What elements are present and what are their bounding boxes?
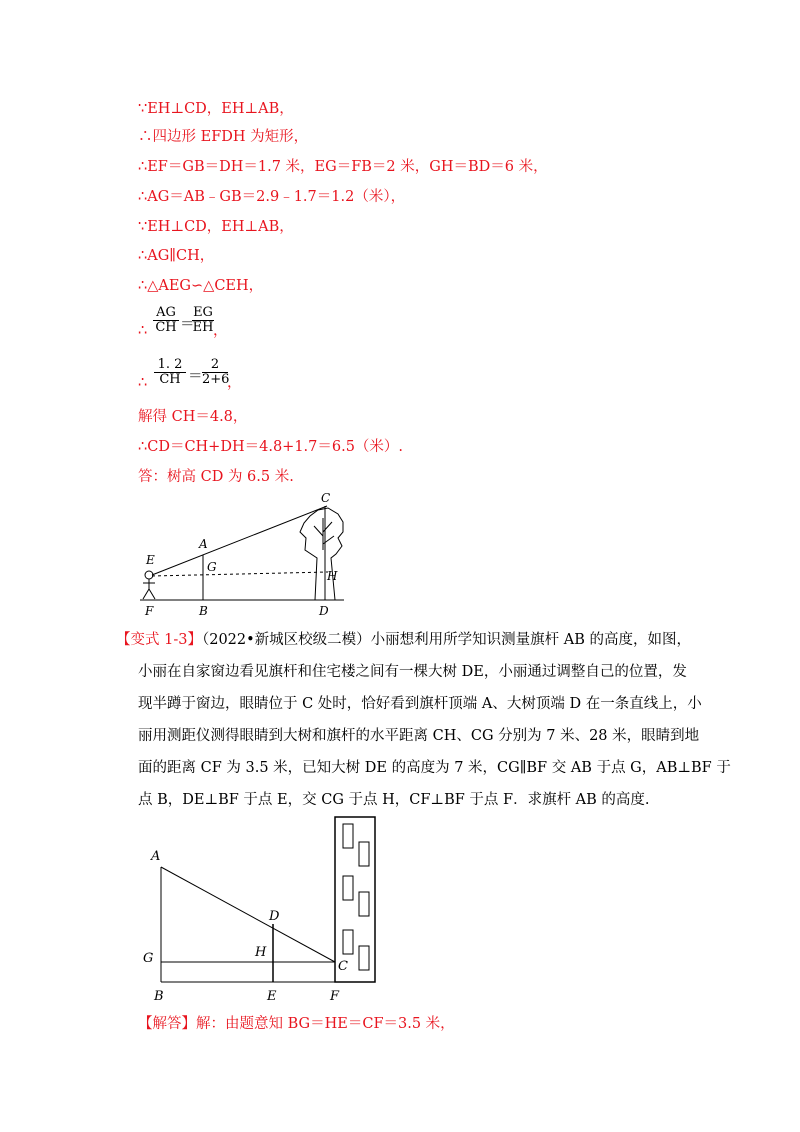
person-head — [145, 571, 153, 579]
person-body — [143, 579, 155, 599]
label-c: C — [338, 959, 348, 974]
denominator: EH — [192, 320, 214, 335]
solution-line-3: ∴EF＝GB＝DH＝1.7 米，EG＝FB＝2 米，GH＝BD＝6 米， — [138, 159, 548, 175]
window — [359, 892, 369, 916]
answer-line — [138, 1014, 455, 1034]
solution-line-4: ∴AG＝AB﹣GB＝2.9﹣1.7＝1.2（米）， — [138, 189, 406, 205]
answer-text: 解：由题意知 BG＝HE＝CF＝3.5 米， — [196, 1016, 455, 1032]
denominator: 2+6 — [202, 372, 230, 387]
tree-outline — [300, 508, 343, 600]
comma: ， — [213, 323, 228, 339]
window — [343, 876, 353, 900]
label-e: E — [146, 553, 155, 567]
numerator: 2 — [210, 357, 220, 372]
solution-answer: 答：树高 CD 为 6.5 米. — [138, 469, 294, 485]
label-f: F — [145, 604, 154, 618]
solution-line-7: ∴△AEG∽△CEH， — [138, 278, 264, 294]
solution-line-2: ∴四边形 EFDH 为矩形， — [138, 129, 309, 145]
problem-tag: 【变式 1-3】 — [116, 632, 202, 648]
equals-sign: ＝ — [180, 317, 195, 333]
eye-level-line — [152, 572, 328, 576]
label-e: E — [267, 989, 277, 1004]
problem-line-3: 现半蹲于窗边，眼睛位于 C 处时，恰好看到旗杆顶端 A、大树顶端 D 在一条直线上，小 — [138, 696, 702, 712]
label-d: D — [269, 909, 280, 924]
fraction-eg-eh — [192, 306, 214, 335]
label-b: B — [199, 604, 208, 618]
problem-line-2: 小丽在自家窗边看见旗杆和住宅楼之间有一棵大树 DE，小丽通过调整自己的位置，发 — [138, 664, 687, 680]
window — [359, 842, 369, 866]
numerator: 1. 2 — [157, 357, 183, 372]
label-g: G — [143, 951, 154, 966]
numerator: AG — [156, 305, 176, 320]
solution-line-5: ∵EH⊥CD，EH⊥AB， — [138, 219, 294, 235]
label-g: G — [207, 560, 217, 574]
solution-line-9: ∴CD＝CH+DH＝4.8+1.7＝6.5（米）. — [138, 439, 404, 455]
label-a: A — [199, 537, 208, 551]
label-h: H — [255, 945, 267, 960]
label-c: C — [321, 491, 331, 505]
fraction-2-over-8 — [202, 358, 228, 387]
sight-line-ac — [161, 867, 335, 962]
problem-line-4: 丽用测距仪测得眼睛到大树和旗杆的水平距离 CH、CG 分别为 7 米、28 米，眼睛到地 — [138, 728, 700, 744]
numerator: EG — [193, 305, 213, 320]
problem-text-1: （2022•新城区校级二模）小丽想利用所学知识测量旗杆 AB 的高度，如图， — [201, 632, 692, 648]
comma: ， — [227, 375, 242, 391]
solution-line-1: ∵EH⊥CD，EH⊥AB， — [138, 101, 294, 117]
label-h: H — [327, 569, 338, 583]
answer-tag: 【解答】 — [138, 1016, 196, 1032]
problem-line-1 — [116, 630, 691, 650]
window — [343, 824, 353, 848]
fraction-1.2-ch — [154, 358, 186, 387]
tree-measurement-figure — [138, 488, 358, 620]
therefore-symbol: ∴ — [138, 375, 148, 391]
label-d: D — [319, 604, 329, 618]
equals-sign: ＝ — [188, 369, 203, 385]
problem-line-5: 面的距离 CF 为 3.5 米，已知大树 DE 的高度为 7 米，CG∥BF 交 AB 于点 G，AB⊥BF 于 — [138, 760, 731, 776]
denominator: CH — [154, 372, 186, 387]
solution-line-6: ∴AG∥CH， — [138, 248, 215, 264]
solution-line-8: 解得 CH＝4.8， — [138, 409, 248, 425]
sight-line — [152, 506, 327, 575]
therefore-symbol: ∴ — [138, 323, 148, 339]
label-b: B — [154, 989, 164, 1004]
denominator: CH — [153, 320, 179, 335]
tree-branches — [314, 518, 334, 550]
label-a: A — [151, 849, 161, 864]
label-f: F — [330, 989, 340, 1004]
window — [343, 930, 353, 954]
problem-line-6: 点 B，DE⊥BF 于点 E，交 CG 于点 H，CF⊥BF 于点 F．求旗杆 AB 的高度. — [138, 792, 650, 808]
window — [359, 946, 369, 970]
flagpole-figure — [135, 812, 395, 1008]
fraction-ag-ch — [153, 306, 179, 335]
